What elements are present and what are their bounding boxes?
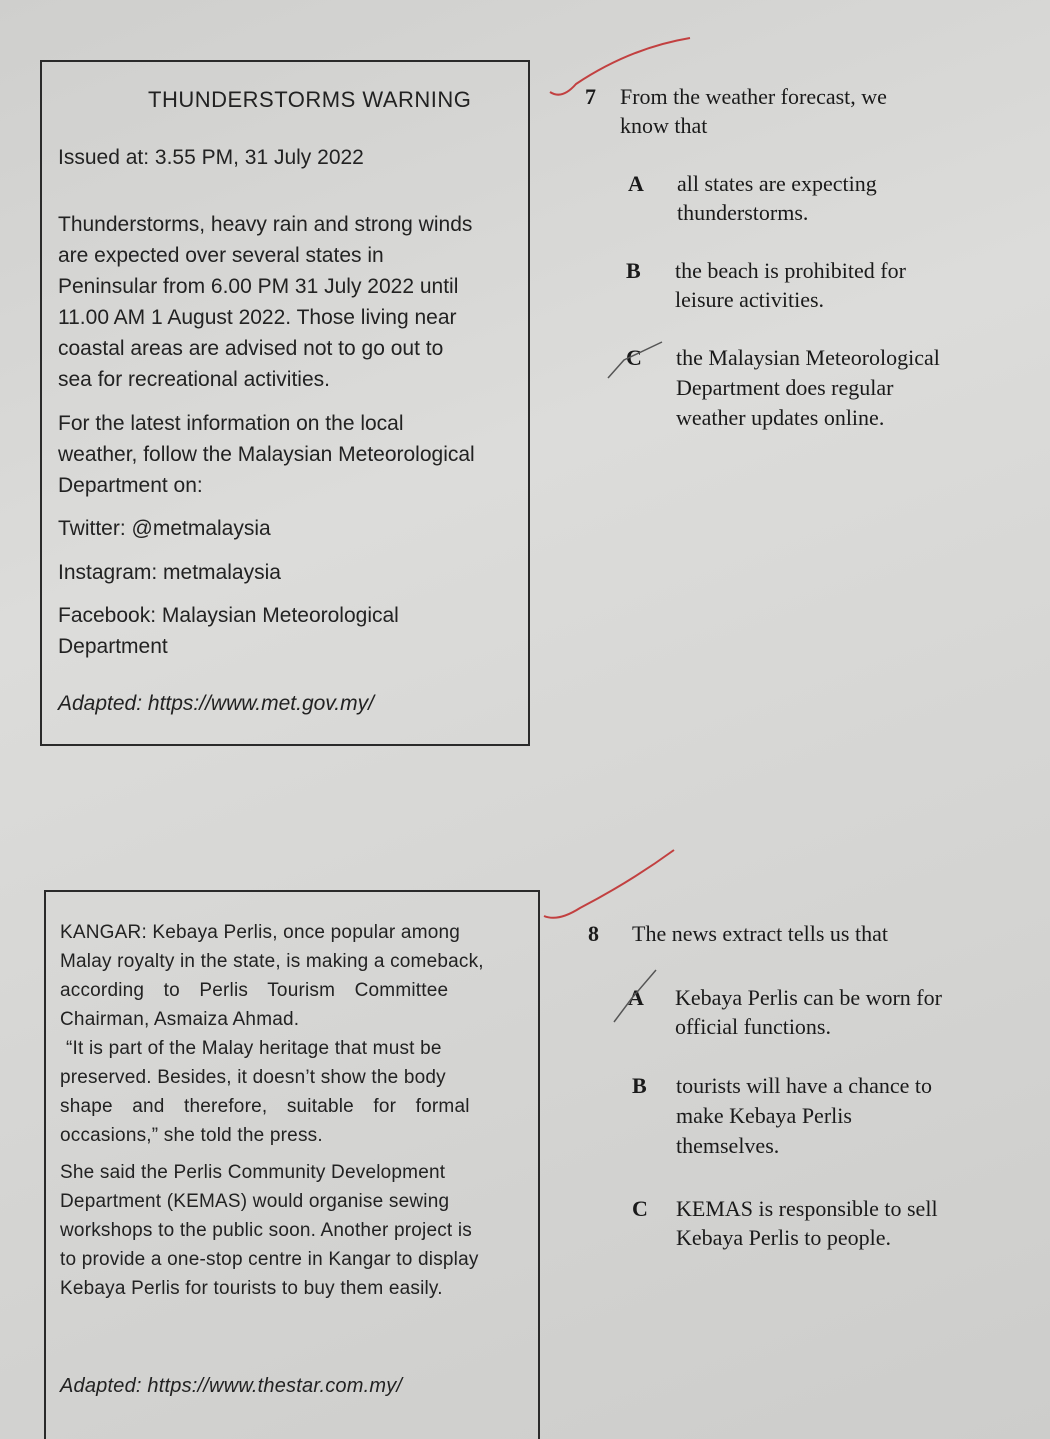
warning-issued: Issued at: 3.55 PM, 31 July 2022 xyxy=(58,146,364,169)
warning-facebook xyxy=(58,600,399,662)
q8-option-a-line: official functions. xyxy=(675,1014,831,1039)
news-line: Malay royalty in the state, is making a comeback, xyxy=(60,951,484,972)
q8-number: 8 xyxy=(588,921,599,946)
q7-option-c-line: Department does regular xyxy=(676,375,894,400)
warning-p1-line: sea for recreational activities. xyxy=(58,368,330,391)
warning-p1-line: Thunderstorms, heavy rain and strong winds xyxy=(58,213,473,236)
pencil-tick-mark-q7 xyxy=(606,338,666,380)
warning-facebook-line: Department xyxy=(58,635,168,658)
warning-p1-line: coastal areas are advised not to go out to xyxy=(58,337,444,360)
q8-option-a-letter: A xyxy=(628,985,644,1010)
q8-option-b-text xyxy=(676,1071,1016,1161)
q7-number: 7 xyxy=(585,84,596,109)
warning-paragraph-1 xyxy=(58,209,523,395)
news-line: to provide a one-stop centre in Kangar to display xyxy=(60,1249,479,1270)
warning-p1-line: are expected over several states in xyxy=(58,244,384,267)
q7-stem xyxy=(620,82,887,140)
warning-p1-line: Peninsular from 6.00 PM 31 July 2022 until xyxy=(58,275,459,298)
q8-option-c-text xyxy=(676,1194,1016,1252)
q8-option-b-line: themselves. xyxy=(676,1133,780,1158)
red-tick-mark-q8 xyxy=(540,846,680,926)
q8-option-a-text xyxy=(675,983,1015,1041)
news-line: KANGAR: Kebaya Perlis, once popular among xyxy=(60,922,461,943)
q7-option-b-text xyxy=(675,256,1005,314)
q8-option-c-letter: C xyxy=(632,1196,648,1221)
warning-p2-line: For the latest information on the local xyxy=(58,412,404,435)
news-line: workshops to the public soon. Another project is xyxy=(60,1220,472,1241)
q7-option-c-line: weather updates online. xyxy=(676,405,885,430)
q8-option-c-line: Kebaya Perlis to people. xyxy=(676,1225,892,1250)
q8-option-b-line: make Kebaya Perlis xyxy=(676,1103,852,1128)
warning-instagram: Instagram: metmalaysia xyxy=(58,561,281,584)
news-line: Chairman, Asmaiza Ahmad. xyxy=(60,1009,300,1030)
news-line: Department (KEMAS) would organise sewing xyxy=(60,1191,450,1212)
warning-twitter: Twitter: @metmalaysia xyxy=(58,517,271,540)
q8-option-b-letter: B xyxy=(632,1073,647,1098)
warning-source: Adapted: https://www.met.gov.my/ xyxy=(58,692,374,715)
q7-option-b-letter: B xyxy=(626,258,641,283)
news-line: according to Perlis Tourism Committee xyxy=(60,980,449,1001)
news-line: shape and therefore, suitable for formal xyxy=(60,1096,470,1117)
q8-option-b-line: tourists will have a chance to xyxy=(676,1073,932,1098)
q7-option-a-line: thunderstorms. xyxy=(677,200,809,225)
news-line: Kebaya Perlis for tourists to buy them easily. xyxy=(60,1278,443,1299)
news-line: occasions,” she told the press. xyxy=(60,1125,323,1146)
q7-option-b-line: leisure activities. xyxy=(675,287,825,312)
warning-facebook-line: Facebook: Malaysian Meteorological xyxy=(58,604,399,627)
news-extract-text xyxy=(60,918,516,1303)
q7-stem-line: From the weather forecast, we xyxy=(620,84,887,109)
warning-title: THUNDERSTORMS WARNING xyxy=(148,87,472,112)
warning-paragraph-2 xyxy=(58,408,523,501)
warning-p1-line: 11.00 AM 1 August 2022. Those living near xyxy=(58,306,457,329)
news-line: “It is part of the Malay heritage that must be xyxy=(66,1038,442,1059)
q7-option-a-line: all states are expecting xyxy=(677,171,877,196)
news-line: preserved. Besides, it doesn’t show the body xyxy=(60,1067,446,1088)
warning-p2-line: Department on: xyxy=(58,474,203,497)
pencil-tick-mark-q8 xyxy=(610,968,660,1024)
q7-option-c-letter: C xyxy=(626,345,642,370)
q7-option-c-line: the Malaysian Meteorological xyxy=(676,345,940,370)
q7-stem-line: know that xyxy=(620,113,708,138)
q8-option-c-line: KEMAS is responsible to sell xyxy=(676,1196,938,1221)
warning-p2-line: weather, follow the Malaysian Meteorological xyxy=(58,443,475,466)
news-source: Adapted: https://www.thestar.com.my/ xyxy=(60,1375,403,1397)
q8-stem: The news extract tells us that xyxy=(632,921,888,946)
q7-option-a-text xyxy=(677,169,997,227)
q8-option-a-line: Kebaya Perlis can be worn for xyxy=(675,985,942,1010)
q7-option-b-line: the beach is prohibited for xyxy=(675,258,906,283)
q7-option-a-letter: A xyxy=(628,171,644,196)
news-line: She said the Perlis Community Development xyxy=(60,1162,446,1183)
q7-option-c-text xyxy=(676,343,1006,433)
